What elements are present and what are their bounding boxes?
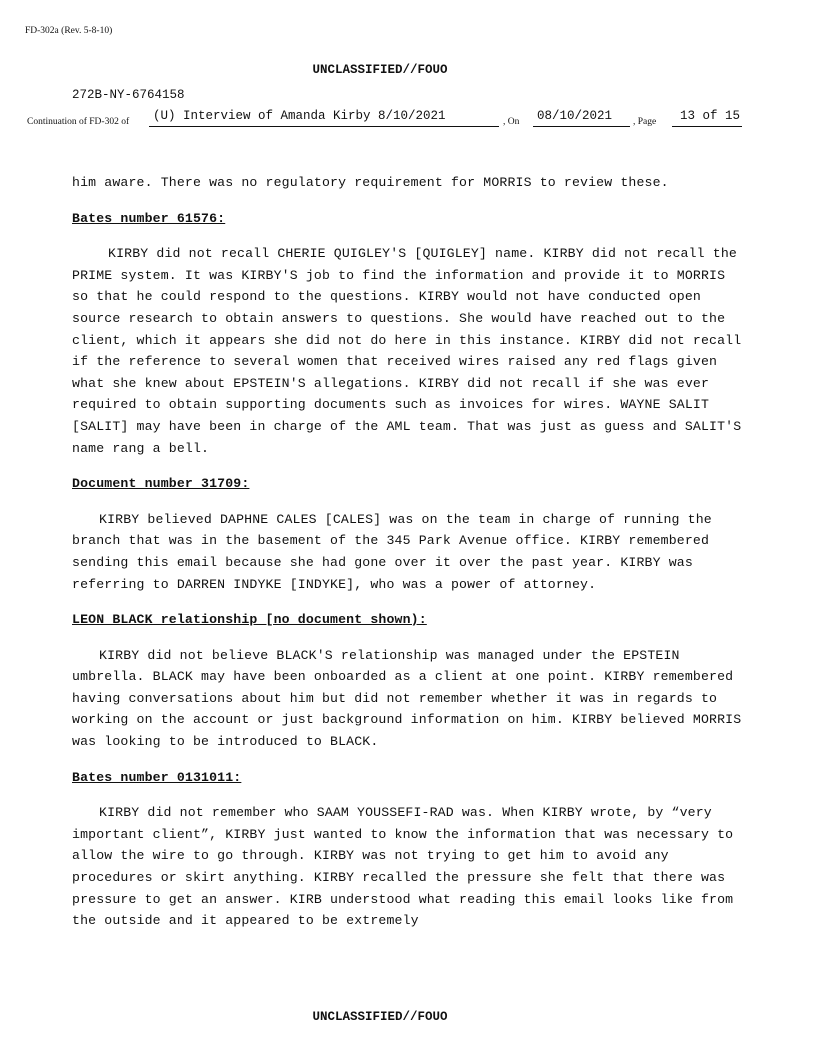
classification-footer: UNCLASSIFIED//FOUO <box>312 1010 448 1024</box>
continuation-label: Continuation of FD-302 of <box>27 117 130 127</box>
continuation-line <box>27 108 747 130</box>
file-number: 272B-NY-6764158 <box>72 88 185 102</box>
page-label: , Page <box>633 117 657 127</box>
document-body <box>72 172 748 932</box>
section-heading: LEON BLACK relationship [no document shown): <box>72 612 427 628</box>
page-number: 13 of 15 <box>672 109 742 127</box>
section-heading: Document number 31709: <box>72 476 250 492</box>
intro-paragraph: him aware. There was no regulatory requirement for MORRIS to review these. <box>72 175 669 190</box>
section-paragraph: KIRBY did not believe BLACK'S relationship was managed under the EPSTEIN umbrella. BLACK may have been onboarded as a client at one point. KIRBY remembered having conversations about him but did not remember whether it was in regards to working on the account or just background information on him. KIRBY believed MORRIS was looking to be introduced to BLACK. <box>72 647 750 750</box>
classification-header: UNCLASSIFIED//FOUO <box>312 63 448 77</box>
continuation-subject: (U) Interview of Amanda Kirby 8/10/2021 <box>149 109 499 127</box>
form-id: FD-302a (Rev. 5-8-10) <box>25 26 113 36</box>
on-label: , On <box>503 117 520 127</box>
on-date: 08/10/2021 <box>533 109 630 127</box>
section-paragraph: KIRBY did not remember who SAAM YOUSSEFI-RAD was. When KIRBY wrote, by “very important client”, KIRBY just wanted to know the information that was necessary to allow the wire to go through. KIRBY was not trying to get him to avoid any procedures or skirt anything. KIRBY recalled the pressure she felt that there was pressure to get an answer. KIRB understood what reading this email looks like from the outside and it appeared to be extremely <box>72 805 742 929</box>
section-heading: Bates number 61576: <box>72 210 226 226</box>
section-paragraph: KIRBY believed DAPHNE CALES [CALES] was on the team in charge of running the branch that was in the basement of the 345 Park Avenue office. KIRBY remembered sending this email because she had gone over it over the past year. KIRBY was referring to DARREN INDYKE [INDYKE], who was a power of attorney. <box>72 511 720 592</box>
section-heading: Bates number 0131011: <box>72 769 242 785</box>
section-paragraph: KIRBY did not recall CHERIE QUIGLEY'S [QUIGLEY] name. KIRBY did not recall the PRIME system. It was KIRBY'S job to find the information and provide it to MORRIS so that he could respond to the questions. KIRBY would not have conducted open source research to obtain answers to questions. She would have reached out to the client, which it appears she did not do here in this instance. KIRBY did not recall if the reference to several women that received wires raised any red flags given what she knew about EPSTEIN'S allegations. KIRBY did not recall if she was ever required to obtain supporting documents such as invoices for wires. WAYNE SALIT [SALIT] may have been in charge of the AML team. That was just as guess and SALIT'S name rang a bell. <box>72 246 750 456</box>
